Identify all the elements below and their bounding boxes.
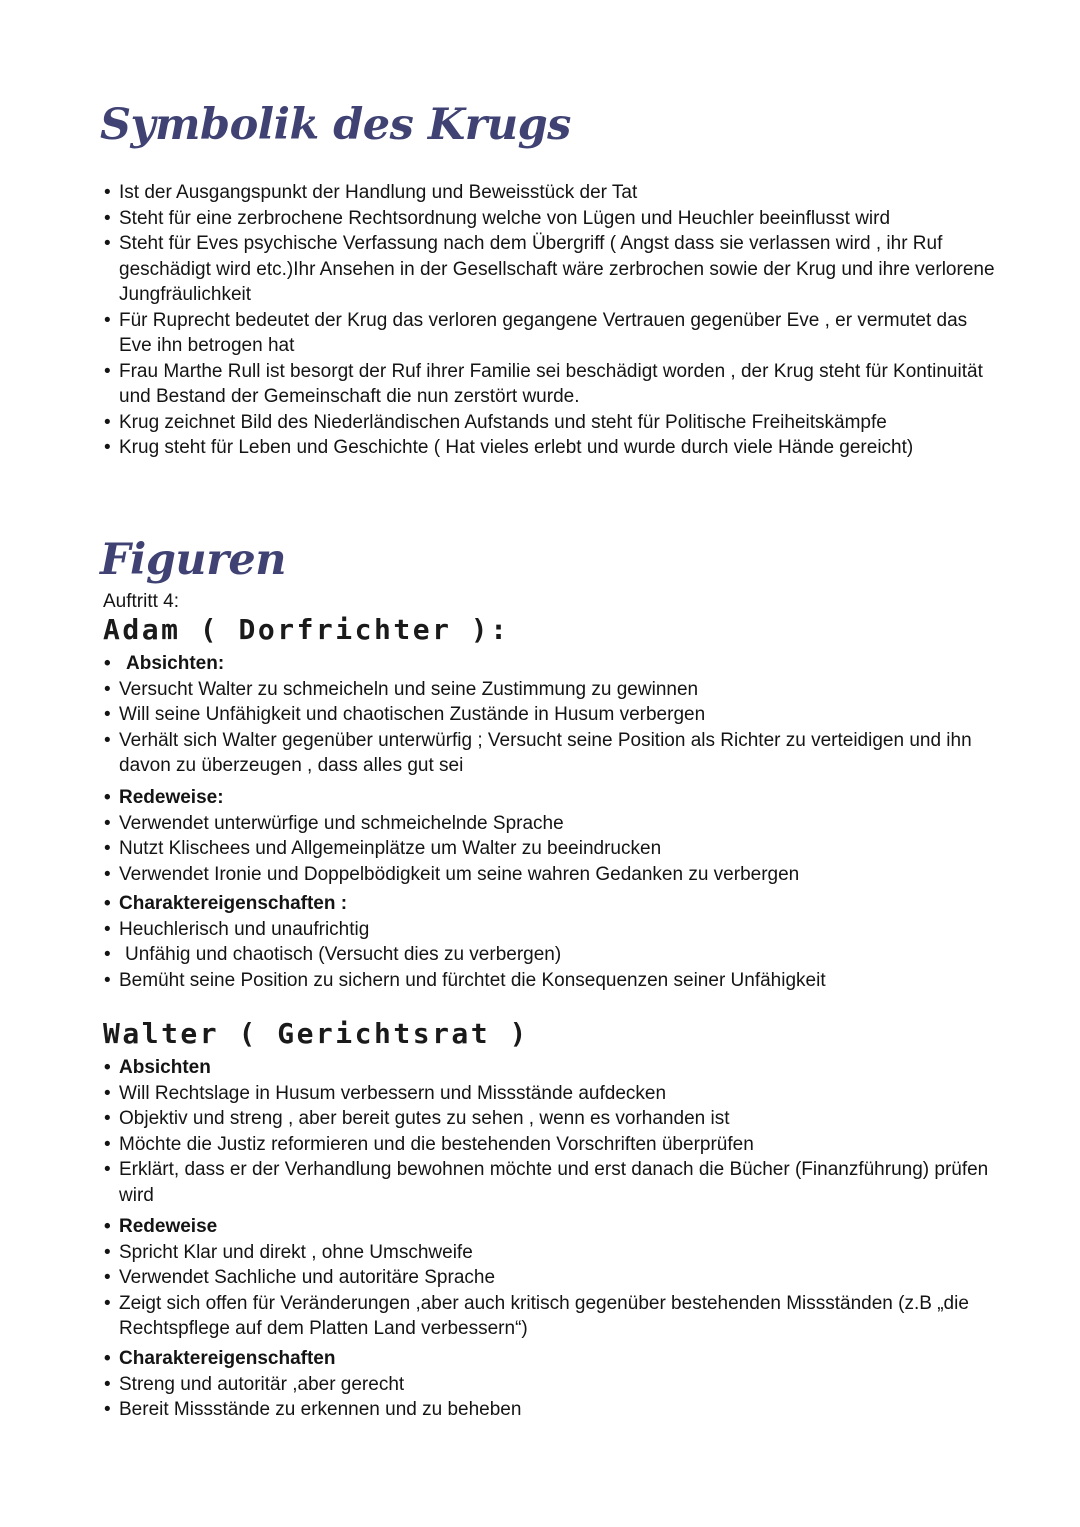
adam-speech-list — [104, 785, 1004, 887]
list-item: • Verwendet Ironie und Doppelbödigkeit um seine wahren Gedanken zu verbergen — [104, 862, 1004, 888]
character-heading-adam: Adam ( Dorfrichter ): — [103, 613, 510, 646]
list-item: • Ist der Ausgangspunkt der Handlung und Beweisstück der Tat — [104, 180, 1004, 206]
list-item: • Verhält sich Walter gegenüber unterwürfig ; Versucht seine Position als Richter zu verteidigen und ihn davon zu überzeugen , dass alles gut sei — [104, 728, 1004, 779]
subheading-redeweise: • Redeweise: — [104, 785, 1004, 811]
list-item: • Steht für Eves psychische Verfassung nach dem Übergriff ( Angst dass sie verlassen wird , ihr Ruf geschädigt wird etc.)Ihr Ansehen in der Gesellschaft wäre zerbrochen sowie der Krug und ihre verlorene Jungfräulichkeit — [104, 231, 1004, 308]
list-item: • Nutzt Klischees und Allgemeinplätze um Walter zu beeindrucken — [104, 836, 1004, 862]
adam-intent-list — [104, 651, 1004, 779]
subheading-redeweise: • Redeweise — [104, 1214, 1004, 1240]
list-item: • Zeigt sich offen für Veränderungen ,aber auch kritisch gegenüber bestehenden Missständen (z.B „die Rechtspflege auf dem Platten Land verbessern“) — [104, 1291, 1004, 1342]
list-item: • Krug zeichnet Bild des Niederländischen Aufstands und steht für Politische Freiheitskämpfe — [104, 410, 1004, 436]
symbolik-list — [104, 180, 1004, 461]
list-item: • Heuchlerisch und unaufrichtig — [104, 917, 1004, 943]
list-item: • Streng und autoritär ,aber gerecht — [104, 1372, 1004, 1398]
walter-traits-list — [104, 1346, 1004, 1423]
list-item: • Möchte die Justiz reformieren und die bestehenden Vorschriften überprüfen — [104, 1132, 1004, 1158]
character-heading-walter: Walter ( Gerichtsrat ) — [103, 1017, 529, 1050]
scene-label: Auftritt 4: — [103, 591, 180, 612]
list-item: • Bemüht seine Position zu sichern und fürchtet die Konsequenzen seiner Unfähigkeit — [104, 968, 1004, 994]
section-title-symbolik: Symbolik des Krugs — [100, 100, 571, 150]
walter-intent-list — [104, 1055, 1004, 1208]
list-item: • Erklärt, dass er der Verhandlung bewohnen möchte und erst danach die Bücher (Finanzführung) prüfen wird — [104, 1157, 1004, 1208]
list-item: • Objektiv und streng , aber bereit gutes zu sehen , wenn es vorhanden ist — [104, 1106, 1004, 1132]
section-title-figuren: Figuren — [100, 535, 286, 585]
list-item: • Verwendet Sachliche und autoritäre Sprache — [104, 1265, 1004, 1291]
list-item: • Bereit Missstände zu erkennen und zu beheben — [104, 1397, 1004, 1423]
list-item: • Versucht Walter zu schmeicheln und seine Zustimmung zu gewinnen — [104, 677, 1004, 703]
list-item: • Spricht Klar und direkt , ohne Umschweife — [104, 1240, 1004, 1266]
list-item: • Frau Marthe Rull ist besorgt der Ruf ihrer Familie sei beschädigt worden , der Krug steht für Kontinuität und Bestand der Gemeinschaft die nun zerstört wurde. — [104, 359, 1004, 410]
list-item: • Verwendet unterwürfige und schmeichelnde Sprache — [104, 811, 1004, 837]
subheading-charaktereigenschaften: • Charaktereigenschaften — [104, 1346, 1004, 1372]
walter-speech-list — [104, 1214, 1004, 1342]
subheading-charaktereigenschaften: • Charaktereigenschaften : — [104, 891, 1004, 917]
list-item: • Unfähig und chaotisch (Versucht dies zu verbergen) — [104, 942, 1004, 968]
list-item: • Für Ruprecht bedeutet der Krug das verloren gegangene Vertrauen gegenüber Eve , er vermutet das Eve ihn betrogen hat — [104, 308, 1004, 359]
list-item: • Will seine Unfähigkeit und chaotischen Zustände in Husum verbergen — [104, 702, 1004, 728]
adam-traits-list — [104, 891, 1004, 993]
list-item: • Will Rechtslage in Husum verbessern und Missstände aufdecken — [104, 1081, 1004, 1107]
list-item: • Steht für eine zerbrochene Rechtsordnung welche von Lügen und Heuchler beeinflusst wird — [104, 206, 1004, 232]
subheading-absichten: • Absichten — [104, 1055, 1004, 1081]
subheading-absichten: • Absichten: — [104, 651, 1004, 677]
list-item: • Krug steht für Leben und Geschichte ( Hat vieles erlebt und wurde durch viele Hände gereicht) — [104, 435, 1004, 461]
